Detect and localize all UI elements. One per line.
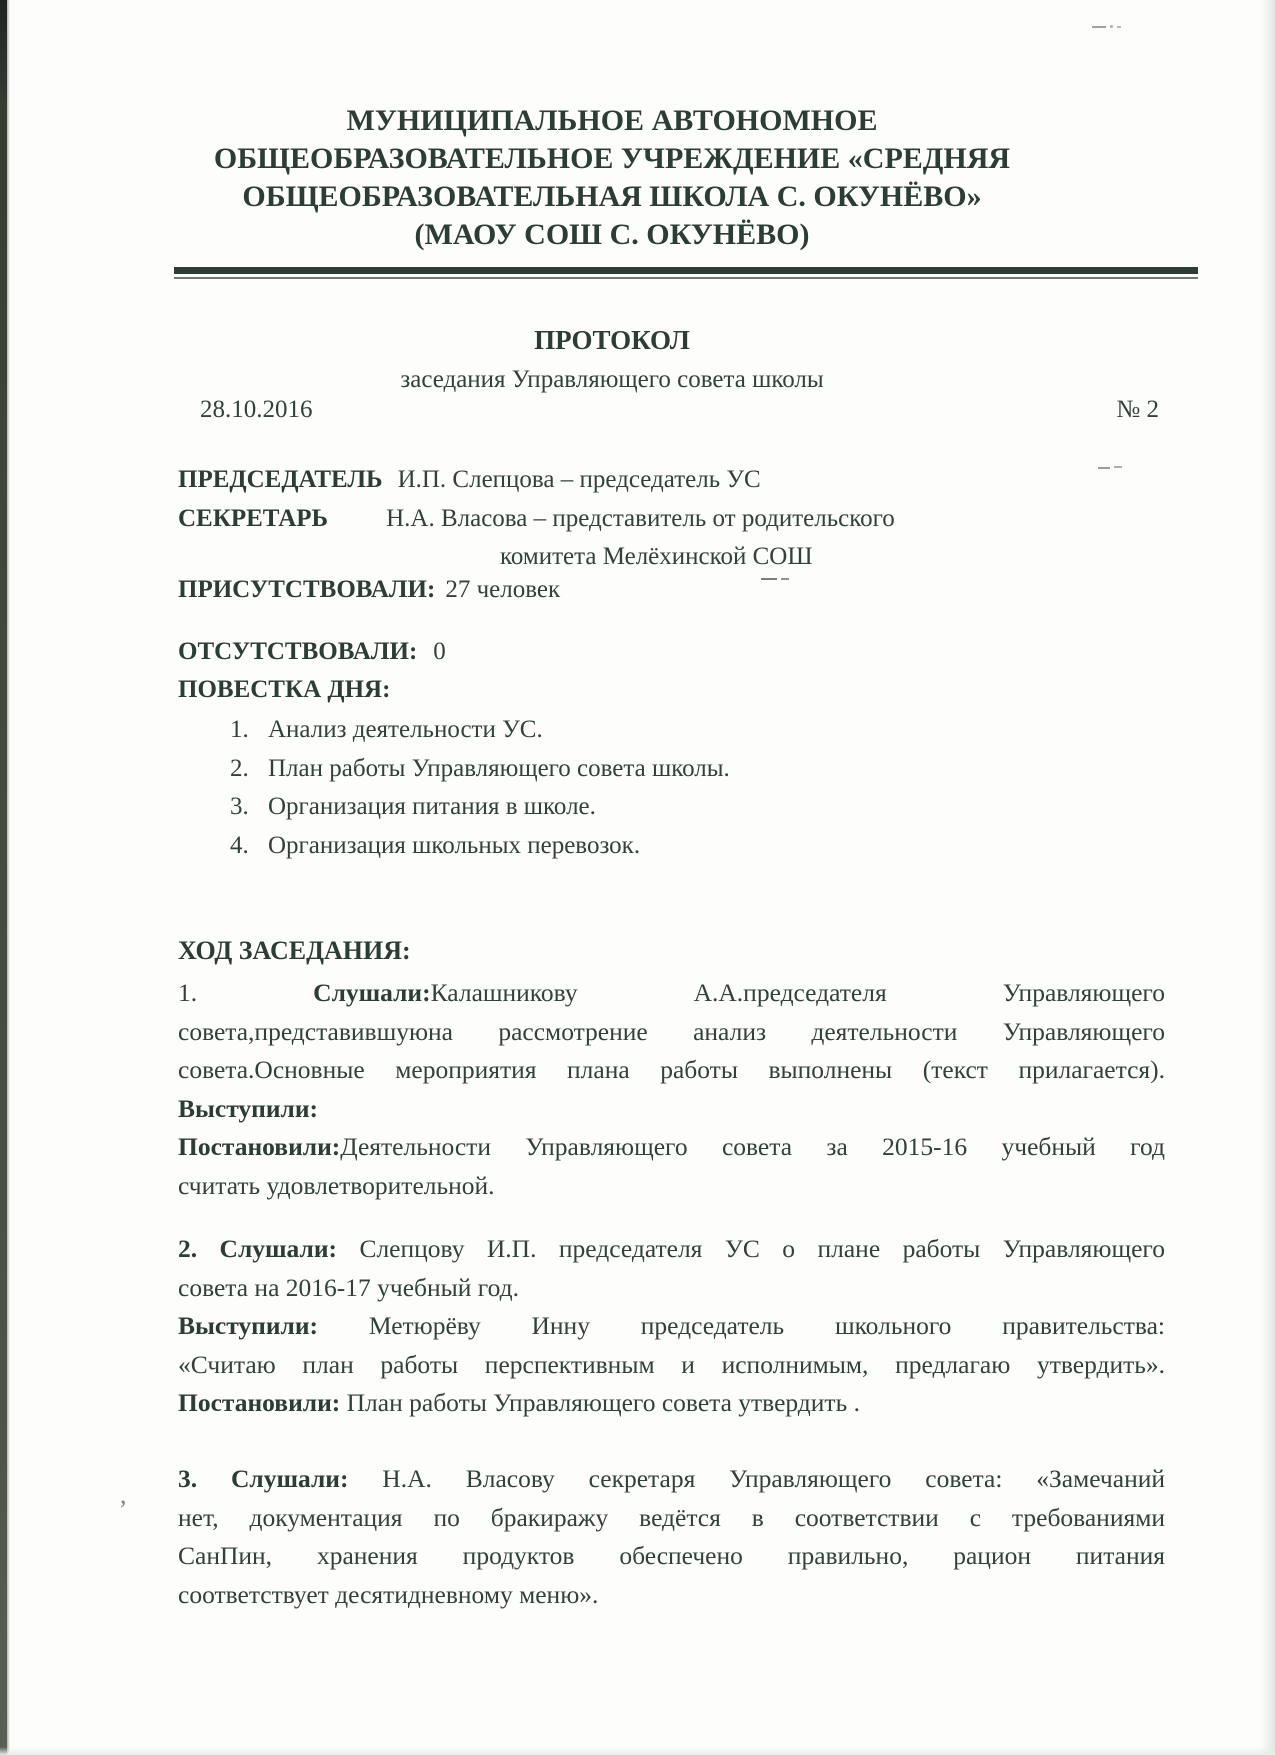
date-and-number-row xyxy=(178,396,1165,424)
agenda-item-text: Анализ деятельности УС. xyxy=(268,716,543,743)
scan-left-edge xyxy=(0,0,7,1755)
agenda-item xyxy=(178,788,1165,827)
agenda-item-text: План работы Управляющего совета школы. xyxy=(268,754,730,782)
text-segment: Калашникову А.А.председателя Управляющего xyxy=(430,978,1165,1007)
body-line xyxy=(178,1230,1165,1269)
secretary-value-continuation: комитета Мелёхинской СОШ xyxy=(500,543,813,570)
list-number: 1. xyxy=(178,978,198,1007)
agenda-item-number: 1. xyxy=(230,716,249,743)
present-label: ПРИСУТСТВОВАЛИ: xyxy=(178,576,436,603)
text-segment: Метюрёву Инну председатель школьного правительства: xyxy=(318,1311,1165,1340)
body-line xyxy=(178,1460,1165,1499)
protocol-number: № 2 xyxy=(1116,396,1159,423)
agenda-item-number: 4. xyxy=(230,831,249,859)
bold-segment: 2. Слушали: xyxy=(178,1234,338,1263)
scan-left-edge-fringe xyxy=(7,0,10,1755)
body-line xyxy=(178,1128,1165,1167)
text-segment: Н.А. Власову секретаря Управляющего совета: «Замечаний xyxy=(348,1464,1165,1493)
secretary-value: Н.А. Власова – представитель от родительского xyxy=(386,505,895,532)
agenda-item-number: 2. xyxy=(230,754,249,782)
absent-value: 0 xyxy=(433,638,446,665)
text-segment: Деятельности Управляющего совета за 2015-16 учебный год xyxy=(340,1132,1165,1161)
agenda-item xyxy=(178,711,1165,750)
bold-segment: Постановили: xyxy=(178,1388,341,1417)
agenda-item-number: 3. xyxy=(230,793,249,820)
header-rule-thick-line xyxy=(174,267,1198,274)
bold-segment: Выступили: xyxy=(178,1311,319,1340)
bold-segment: Постановили: xyxy=(178,1132,341,1161)
body-line: нет, документация по бракиражу ведётся в соответствии с требованиями xyxy=(178,1502,1165,1532)
agenda-item-text: Организация питания в школе. xyxy=(268,793,596,820)
chairman-label: ПРЕДСЕДАТЕЛЬ xyxy=(178,466,383,493)
text-segment: Слепцову И.П. председателя УС о плане работы Управляющего xyxy=(337,1234,1165,1263)
body-line xyxy=(178,974,1165,1013)
bold-segment: Слушали: xyxy=(313,978,431,1007)
absent-row xyxy=(178,636,1165,667)
proceedings-heading: ХОД ЗАСЕДАНИЯ: xyxy=(178,936,411,965)
header-double-rule xyxy=(174,267,1198,279)
present-value: 27 человек xyxy=(445,576,561,603)
scan-comma-artifact: , xyxy=(120,1480,127,1509)
absent-label: ОТСУТСТВОВАЛИ: xyxy=(178,638,418,665)
protocol-date: 28.10.2016 xyxy=(200,396,313,423)
body-line: соответствует десятидневному меню». xyxy=(178,1579,599,1609)
chairman-value: И.П. Слепцова – председатель УС xyxy=(397,466,761,493)
proceedings-paragraph-3 xyxy=(178,1460,1165,1614)
agenda-item xyxy=(178,750,1165,789)
chairman-row xyxy=(178,464,1165,495)
text-segment: План работы Управляющего совета утвердить . xyxy=(340,1388,860,1417)
scan-dash-artifact xyxy=(761,578,791,581)
header-rule-thin-line xyxy=(174,277,1198,279)
body-line: совета,представившуюна рассмотрение анализ деятельности Управляющего xyxy=(178,1016,1165,1046)
agenda-item xyxy=(178,827,1165,866)
body-line: «Считаю план работы перспективным и исполнимым, предлагаю утвердить». xyxy=(178,1349,1165,1379)
protocol-subtitle: заседания Управляющего совета школы xyxy=(400,366,824,393)
organization-header-line: МУНИЦИПАЛЬНОЕ АВТОНОМНОЕ xyxy=(346,104,878,137)
scan-smudge-artifact xyxy=(1092,24,1122,30)
body-line xyxy=(178,1384,1165,1423)
proceedings-paragraph-1 xyxy=(178,974,1165,1205)
agenda-item-text: Организация школьных перевозок. xyxy=(268,831,641,859)
body-line: совета на 2016-17 учебный год. xyxy=(178,1272,519,1302)
organization-header-line: ОБЩЕОБРАЗОВАТЕЛЬНОЕ УЧРЕЖДЕНИЕ «СРЕДНЯЯ xyxy=(213,142,1011,175)
body-line xyxy=(178,1307,1165,1346)
proceedings-paragraph-2 xyxy=(178,1230,1165,1423)
agenda-heading: ПОВЕСТКА ДНЯ: xyxy=(178,676,391,703)
body-line: СанПин, хранения продуктов обеспечено правильно, рацион питания xyxy=(178,1541,1165,1570)
secretary-row xyxy=(178,503,1165,534)
organization-header xyxy=(178,102,1046,254)
organization-header-line: (МАОУ СОШ С. ОКУНЁВО) xyxy=(414,218,810,251)
present-row xyxy=(178,574,1165,605)
secretary-label: СЕКРЕТАРЬ xyxy=(178,505,329,532)
bold-segment: 3. Слушали: xyxy=(178,1464,349,1493)
agenda-list xyxy=(178,711,1165,865)
scan-bottom-edge xyxy=(0,1747,1275,1755)
body-line xyxy=(178,1090,1165,1129)
scan-right-edge xyxy=(1261,0,1275,1755)
body-line: совета.Основные мероприятия плана работы выполнены (текст прилагается). xyxy=(178,1055,1165,1084)
bold-segment: Выступили: xyxy=(178,1093,319,1123)
organization-header-line: ОБЩЕОБРАЗОВАТЕЛЬНАЯ ШКОЛА С. ОКУНЁВО» xyxy=(242,180,982,213)
body-line: считать удовлетворительной. xyxy=(178,1170,495,1200)
scan-dash-artifact xyxy=(1098,466,1124,470)
protocol-title: ПРОТОКОЛ xyxy=(534,325,690,355)
